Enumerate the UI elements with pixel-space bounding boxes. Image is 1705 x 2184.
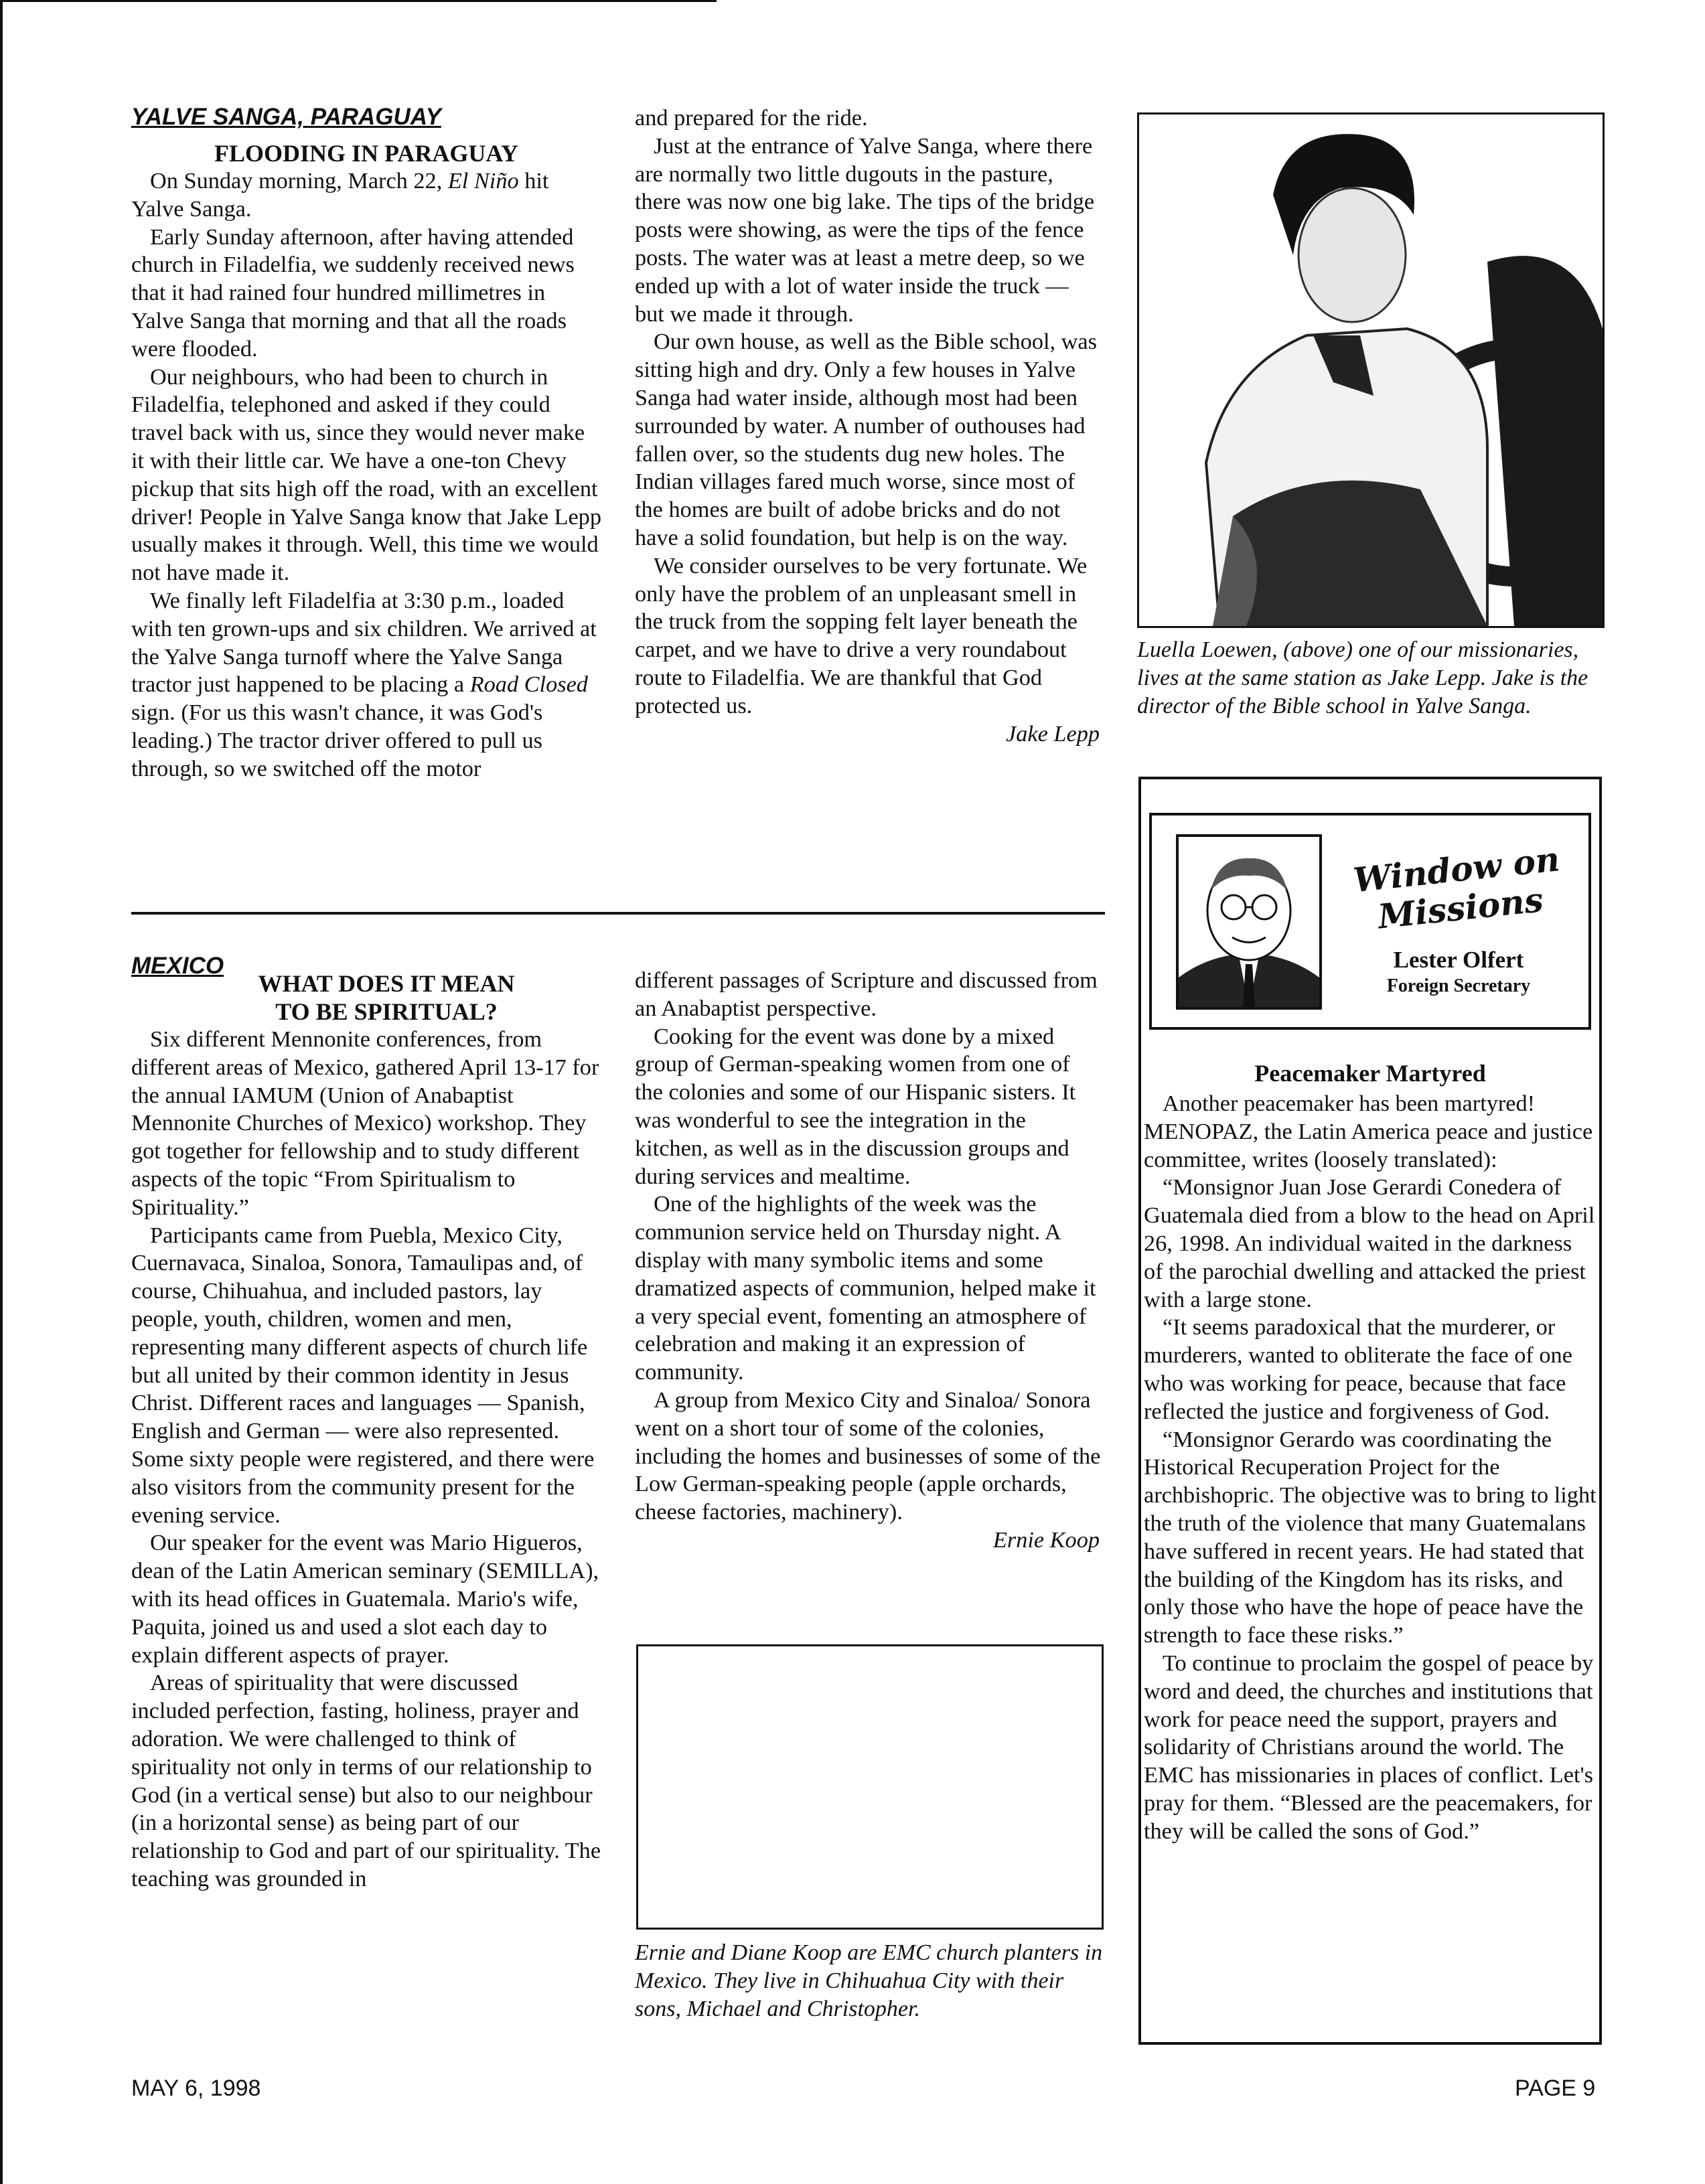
window-on-missions-title: Window on Missions (1351, 839, 1562, 937)
author-role: Foreign Secretary (1386, 976, 1531, 996)
paragraph: Areas of spirituality that were discussed included perfection, fasting, holiness, prayer and adoration. We were challenged to think of spirituality not only in terms of our relationship to God (in a vertical sense) but also to our neighbour (in a horizontal sense) as being part of our relationship to God and part of our spirituality. The teaching was grounded in (131, 1670, 601, 1891)
mexico-column-1 (131, 952, 601, 1893)
paragraph: We consider ourselves to be very fortunate. We only have the problem of an unpleasant smell in the truck from the sopping felt layer beneath the carpet, and we have to drive a very roundabout route to Filadelfia. We are thankful that God protected us. (635, 552, 1088, 718)
paragraph: “Monsignor Gerardo was coordinating the Historical Recuperation Project for the archbishopric. The objective was to bring to light the truth of the violence that many Guatemalans have suffered in recent years. He had stated that the building of the Kingdom has its risks, and only those who have the hope of peace have the strength to face these risks.” (1144, 1426, 1597, 1648)
koop-photo-frame (636, 1644, 1104, 1930)
paragraph: To continue to proclaim the gospel of peace by word and deed, the churches and institutions that work for peace need the support, prayers and solidarity of Christians around the world. The EMC has missionaries in places of conflict. Let's pray for them. “Blessed are the peacemakers, for they will be called the sons of God.” (1144, 1650, 1594, 1844)
luella-loewen-photo (1137, 112, 1605, 628)
paragraph: Our own house, as well as the Bible school, was sitting high and dry. Only a few houses in Yalve Sanga had water inside, although most had been surrounded by water. A number of outhouses had fallen over, so the students dug new holes. The Indian villages fared much worse, since most of the homes are built of adobe bricks and do not have a solid foundation, but help is on the way. (635, 329, 1098, 550)
scan-edge-top (0, 0, 717, 2)
section-location-mexico: MEXICO (131, 953, 224, 979)
paragraph: Just at the entrance of Yalve Sanga, where there are normally two little dugouts in the pasture, there was now one big lake. The tips of the bridge posts were showing, as were the tips of the fence posts. The water was at least a metre deep, so we ended up with a lot of water inside the truck — but we made it through. (635, 133, 1095, 327)
page-number: PAGE 9 (1515, 2076, 1596, 2101)
koop-photo-caption: Ernie and Diane Koop are EMC church planters in Mexico. They live in Chihuahua City with their sons, Michael and Christopher. (635, 1940, 1103, 2021)
window-on-missions-box (1138, 777, 1602, 2045)
paragraph: Our speaker for the event was Mario Higueros, dean of the Latin American seminary (SEMILLA), with its head offices in Guatemala. Mario's wife, Paquita, joined us and used a slot each day to explain different aspects of prayer. (131, 1530, 599, 1668)
paragraph: Early Sunday afternoon, after having attended church in Filadelfia, we suddenly received news that it had rained four hundred millimetres in Yalve Sanga that morning and that all the roads were flooded. (131, 224, 575, 362)
article-headline-spiritual-2: TO BE SPIRITUAL? (275, 998, 498, 1025)
paragraph: Cooking for the event was done by a mixed group of German-speaking women from one of the colonies and some of our Hispanic sisters. It was wonderful to see the integration in the kitchen, as well as in the discussion groups and during services and mealtime. (635, 1023, 1076, 1189)
lester-olfert-portrait (1176, 834, 1322, 1010)
paragraph: A group from Mexico City and Sinaloa/ Sonora went on a short tour of some of the colonies, including the homes and businesses of some of the Low German-speaking people (apple orchards, cheese factories, machinery). (635, 1387, 1101, 1525)
paragraph: Our neighbours, who had been to church in Filadelfia, telephoned and asked if they could travel back with us, since they would never make it with their little car. We have a one-ton Chevy pickup that sits high off the road, with an excellent driver! People in Yalve Sanga know that Jake Lepp usually makes it through. Well, this time we would not have made it. (131, 364, 601, 586)
paragraph: Participants came from Puebla, Mexico City, Cuernavaca, Sinaloa, Sonora, Tamaulipas and, of course, Chihuahua, and included pastors, lay people, youth, children, women and men, representing many different aspects of church life but all united by their common identity in Jesus Christ. Different races and languages — Spanish, English and German — were also represented. Some sixty people were registered, and there were also visitors from the community present for the evening service. (131, 1222, 595, 1528)
window-on-missions-banner (1149, 813, 1591, 1030)
paragraph: On Sunday morning, March 22, El Niño hit Yalve Sanga. (131, 168, 549, 222)
yalve-column-1 (131, 103, 601, 783)
paragraph: “Monsignor Juan Jose Gerardi Conedera of Guatemala died from a blow to the head on April 26, 1998. An individual waited in the darkness of the parochial dwelling and attacked the priest with a large stone. (1144, 1174, 1595, 1312)
author-name: Lester Olfert (1393, 947, 1524, 973)
article-signature: Jake Lepp (1006, 720, 1100, 747)
luella-photo-caption: Luella Loewen, (above) one of our missionaries, lives at the same station as Jake Lepp. Jake is the director of the Bible school in Yalve Sanga. (1137, 637, 1588, 718)
article-signature: Ernie Koop (992, 1527, 1100, 1553)
window-on-missions-body (1144, 1059, 1597, 1846)
paragraph: One of the highlights of the week was the communion service held on Thursday night. A display with many symbolic items and some dramatized aspects of communion, helped make it a very special event, fomenting an atmosphere of celebration and making it an expression of community. (635, 1191, 1096, 1385)
paragraph: “It seems paradoxical that the murderer, or murderers, wanted to obliterate the face of one who was working for peace, because that face reflected the justice and forgiveness of God. (1144, 1314, 1572, 1424)
portrait-sketch-image (1179, 837, 1319, 1007)
paragraph: and prepared for the ride. (635, 105, 868, 131)
portrait-image (1139, 114, 1603, 626)
section-location-yalve: YALVE SANGA, PARAGUAY (131, 104, 441, 130)
mexico-column-2 (635, 967, 1104, 1555)
article-headline-peacemaker: Peacemaker Martyred (1254, 1060, 1486, 1087)
paragraph: We finally left Filadelfia at 3:30 p.m., loaded with ten grown-ups and six children. We arrived at the Yalve Sanga turnoff where the Yalve Sanga tractor just happened to be placing a Road Closed sign. (For us this wasn't chance, it was God's leading.) The tractor driver offered to pull us through, so we switched off the motor (131, 587, 597, 781)
scan-edge-left (0, 0, 3, 2184)
paragraph: Six different Mennonite conferences, from different areas of Mexico, gathered April 13-17 for the annual IAMUM (Union of Anabaptist Mennonite Churches of Mexico) workshop. They got together for fellowship and to study different aspects of the topic “From Spiritualism to Spirituality.” (131, 1026, 599, 1220)
article-divider (131, 912, 1105, 915)
paragraph: different passages of Scripture and discussed from an Anabaptist perspective. (635, 967, 1098, 1021)
article-headline-flooding: FLOODING IN PARAGUAY (214, 140, 519, 167)
issue-date: MAY 6, 1998 (131, 2076, 261, 2101)
article-headline-spiritual: WHAT DOES IT MEAN (258, 970, 515, 997)
yalve-column-2 (635, 104, 1104, 748)
paragraph: Another peacemaker has been martyred! MENOPAZ, the Latin America peace and justice committee, writes (loosely translated): (1144, 1091, 1593, 1172)
